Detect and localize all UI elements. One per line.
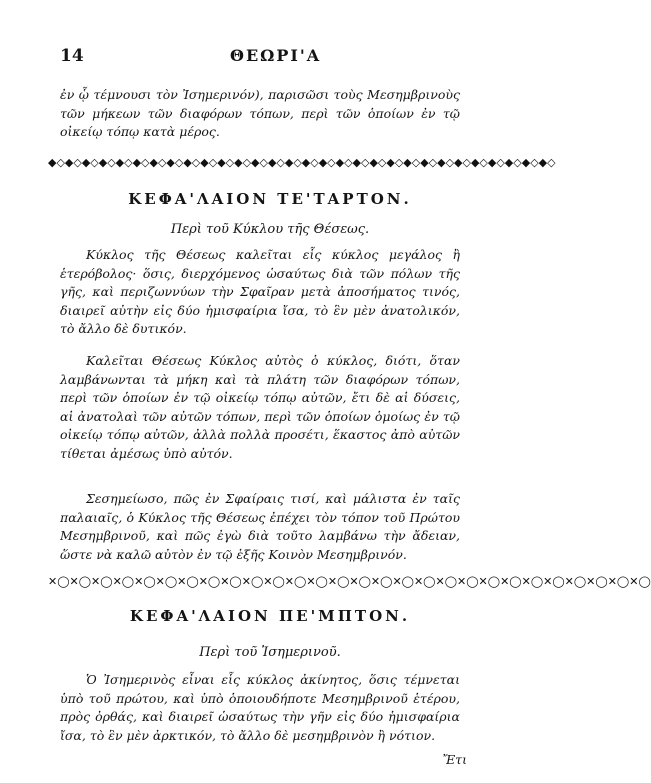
intro-paragraph: ἐν ᾧ τέμνουσι τὸν Ἰσημερινόν), παρισῶσι τοὺς Μεσημβρινοὺς τῶν μήκεων τῶν διαφόρων τόπων, περὶ τῶν ὁποίων ἐν τῷ οἰκείῳ τόπῳ κατὰ μέρος. (60, 87, 460, 139)
running-head: ΘΕΩΡΙ'Α (230, 46, 322, 65)
page-number: 14 (60, 46, 84, 66)
chapter-4-title: ΚΕΦΑ'ΛΑΙΟΝ ΤΕ'ΤΑΡΤΟΝ. (128, 190, 412, 208)
chapter-4-paragraph-2: Καλεῖται Θέσεως Κύκλος αὐτὸς ὁ κύκλος, διότι, ὅταν λαμβάνωνται τὰ μήκη καὶ τὰ πλάτη τῶν διαφόρων τόπων, περὶ τῶν ὁποίων ἐν τῷ οἰκείῳ τόπῳ αὐτῶν, ἔτι δὲ αἱ δύσεις, αἱ ἀνατολαὶ τῶν αὐτῶν τόπων, περὶ τῶν ὁποίων ὁμοίως ἐν τῷ οἰκείῳ τόπῳ αὐτῶν, ἀλλὰ πολλὰ προσέτι, ἕκαστος ἀπὸ αὐτῶν τίθεται ἀμέσως ὑπὸ αὐτόν. (60, 353, 460, 461)
chapter-4-paragraph-3: Σεσημείωσο, πῶς ἐν Σφαίραις τισί, καὶ μάλιστα ἐν ταῖς παλαιαῖς, ὁ Κύκλος τῆς Θέσεως ἐπέχει τὸν τόπον τοῦ Πρώτου Μεσημβρινοῦ, καὶ πῶς ἐγὼ διὰ τοῦτο λαμβάνω τὴν ἄδειαν, ὥστε νὰ καλῶ αὐτὸν ἐν τῷ ἑξῆς Κοινὸν Μεσημβρινόν. (60, 491, 460, 562)
chapter-5-title: ΚΕΦΑ'ΛΑΙΟΝ ΠΕ'ΜΠΤΟΝ. (129, 607, 411, 625)
page-header (60, 44, 467, 70)
chapter-4-subtitle: Περὶ τοῦ Κύκλου τῆς Θέσεως. (170, 222, 370, 237)
chapter-5-paragraph-1: Ὁ Ἰσημερινὸς εἶναι εἷς κύκλος ἀκίνητος, ὅσις τέμνεται ὑπὸ τοῦ πρώτου, καὶ ὑπὸ ὁποιουδήποτε Μεσημβρινοῦ ἑτέρου, πρὸς ὀρθάς, καὶ διαιρεῖ ὡσαύτως τὴν γῆν εἰς δύο ἡμισφαίρια ἴσα, τὸ ἓν μὲν ἀρκτικόν, τὸ ἄλλο δὲ μεσημβρινὸν ἢ νότιον. (60, 672, 460, 743)
chapter-5-subtitle: Περὶ τοῦ Ἰσημερινοῦ. (199, 645, 341, 660)
ornamental-divider-top: ◆◇◆◇◆◇◆◇◆◇◆◇◆◇◆◇◆◇◆◇◆◇◆◇◆◇◆◇◆◇◆◇◆◇◆◇◆◇◆◇◆◇◆◇◆◇◆◇◆◇◆◇◆◇◆◇◆◇◆◇ (48, 156, 556, 169)
chapter-4-paragraph-1: Κύκλος τῆς Θέσεως καλεῖται εἷς κύκλος μεγάλος ἢ ἑτερόβολος· ὅσις, διερχόμενος ὡσαύτως διὰ τῶν πόλων τῆς γῆς, καὶ περιζωννύων τὴν Σφαῖραν μετὰ ἀποσήματος τινός, διαιρεῖ αὐτὴν εἰς δύο ἡμισφαίρια ἴσα, τὸ ἓν μὲν ἀνατολικόν, τὸ ἄλλο δὲ δυτικόν. (60, 247, 460, 336)
ornamental-divider-bottom: ✕◯✕◯✕◯✕◯✕◯✕◯✕◯✕◯✕◯✕◯✕◯✕◯✕◯✕◯✕◯✕◯✕◯✕◯✕◯✕◯✕◯✕◯✕◯✕◯✕◯✕◯✕◯✕◯ (48, 575, 651, 588)
catchword: Ἔτι (442, 752, 467, 767)
